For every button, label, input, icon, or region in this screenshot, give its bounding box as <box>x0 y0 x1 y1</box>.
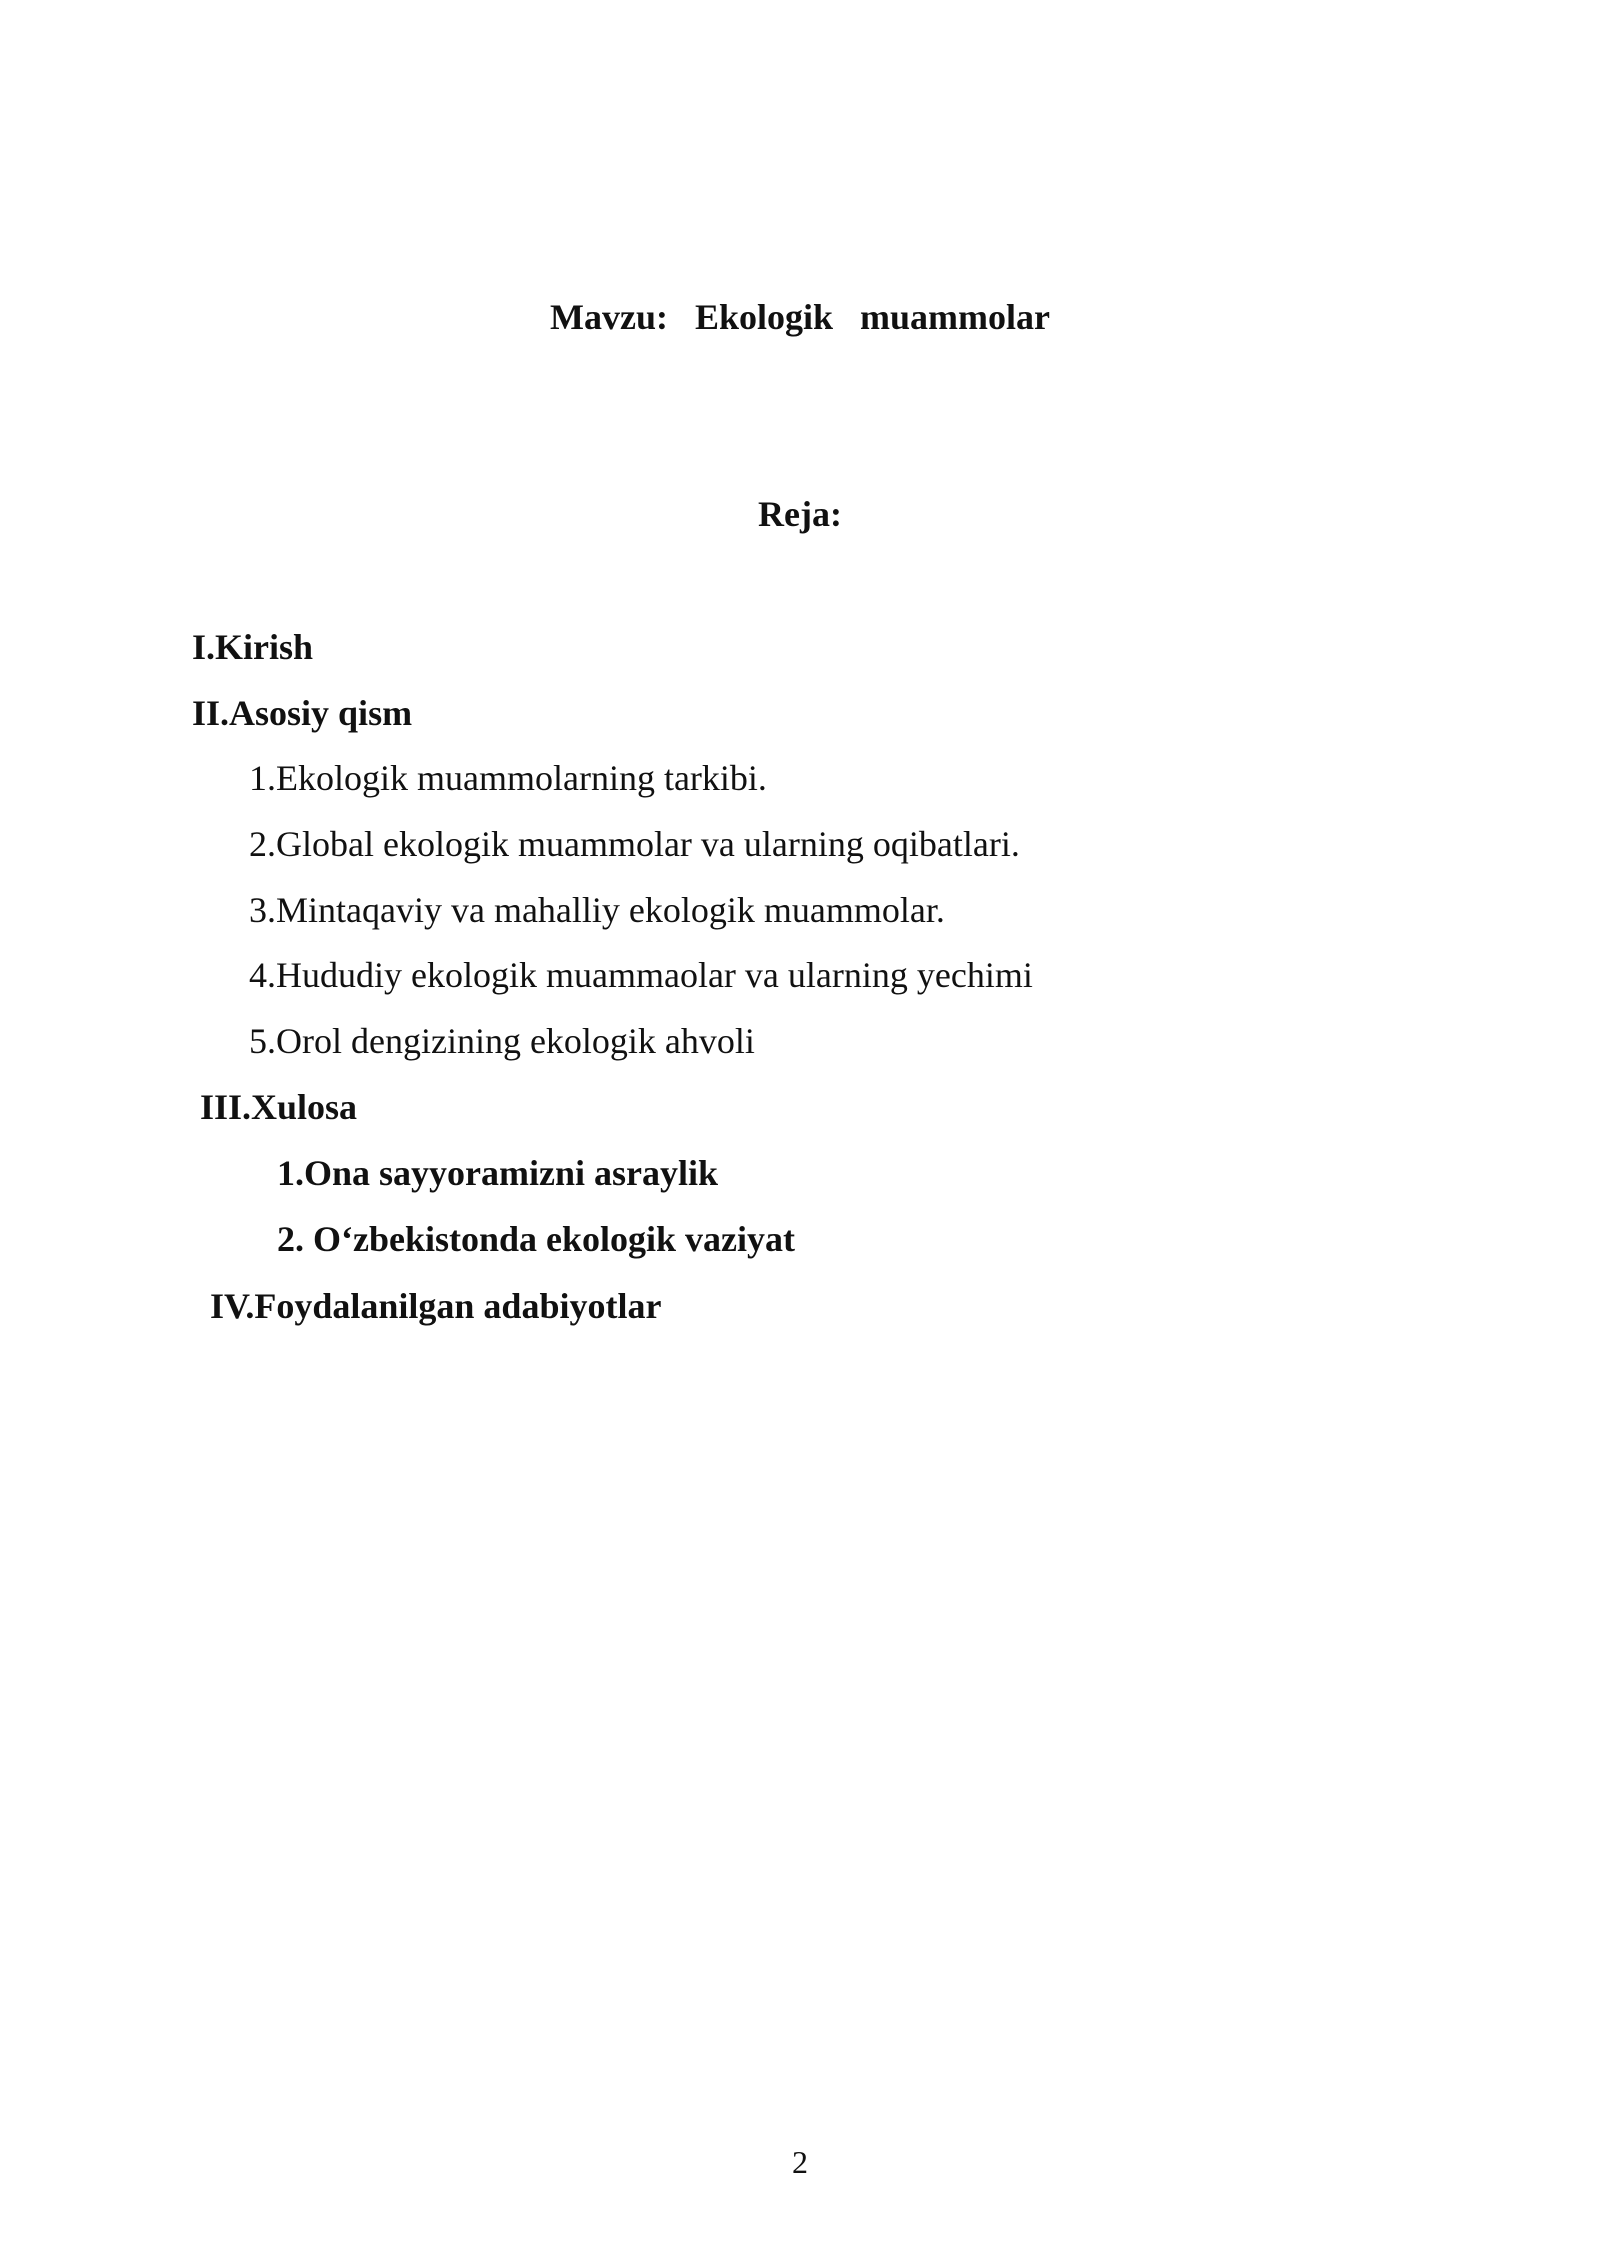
outline-subitem-bold: 1.Ona sayyoramizni asraylik <box>277 1153 719 1193</box>
outline-subitem: 3.Mintaqaviy va mahalliy ekologik muammolar. <box>249 890 945 930</box>
outline-subitem: 5.Orol dengizining ekologik ahvoli <box>249 1021 755 1061</box>
outline-subitem: 4.Hududiy ekologik muammaolar va ularning yechimi <box>249 955 1033 995</box>
page-number: 2 <box>792 2144 808 2180</box>
page-title: Mavzu: Ekologik muammolar <box>550 297 1050 337</box>
outline-subitem: 2.Global ekologik muammolar va ularning oqibatlari. <box>249 824 1020 864</box>
outline-subitem-bold: 2. O‘zbekistonda ekologik vaziyat <box>277 1219 796 1259</box>
plan-heading: Reja: <box>758 494 842 534</box>
outline-subitem: 1.Ekologik muammolarning tarkibi. <box>249 758 767 798</box>
outline-section-2: II.Asosiy qism <box>192 693 413 733</box>
outline-section-1: I.Kirish <box>192 627 314 667</box>
outline-section-3: III.Xulosa <box>200 1087 358 1127</box>
outline-section-4: IV.Foydalanilgan adabiyotlar <box>210 1286 662 1326</box>
